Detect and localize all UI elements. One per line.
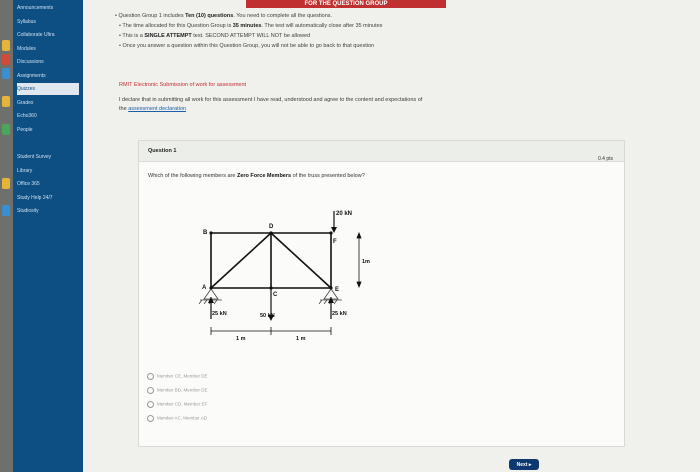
- sidebar-item[interactable]: Studiosity: [17, 208, 39, 214]
- truss-diagram: [189, 203, 429, 363]
- question-group-banner: FOR THE QUESTION GROUP: [246, 0, 446, 8]
- answer-option[interactable]: Member CD, Member EF: [147, 401, 247, 409]
- sidebar-item[interactable]: Announcements: [17, 5, 54, 11]
- app-icon[interactable]: [2, 96, 10, 107]
- question-points: 0.4 pts: [597, 156, 613, 162]
- sidebar-item[interactable]: Modules: [17, 46, 36, 52]
- instruction-line: • Once you answer a question within this Question Group, you will not be able to go back to that question: [119, 43, 375, 49]
- instruction-line: • This is a SINGLE ATTEMPT test. SECOND ATTEMPT WILL NOT be allowed: [119, 33, 311, 39]
- app-icon[interactable]: [2, 124, 10, 135]
- sidebar-item[interactable]: Library: [17, 168, 33, 174]
- assessment-declaration-link[interactable]: assessment declaration: [128, 106, 186, 112]
- sidebar-item[interactable]: Grades: [17, 100, 34, 106]
- sidebar-item[interactable]: People: [17, 127, 33, 133]
- sidebar-item[interactable]: Discussions: [17, 59, 44, 65]
- question-text: Which of the following members are Zero Force Members of the truss presented below?: [148, 173, 365, 179]
- sidebar-item[interactable]: Office 365: [17, 181, 40, 187]
- answer-option[interactable]: Member CE, Member DE: [147, 373, 247, 381]
- radio-button[interactable]: [147, 387, 154, 394]
- joint-label-a: A: [202, 285, 207, 291]
- app-icon[interactable]: [2, 68, 10, 79]
- next-button[interactable]: Next ▸: [509, 459, 539, 470]
- joint-label-b: B: [203, 230, 208, 236]
- dim-label-left: 1 m: [236, 336, 246, 342]
- load-label-left: 25 kN: [212, 311, 227, 317]
- question-card: [138, 140, 625, 447]
- radio-button[interactable]: [147, 415, 154, 422]
- height-dimension: [357, 233, 361, 287]
- diagram-labels: [202, 211, 370, 342]
- sidebar-item[interactable]: Syllabus: [17, 19, 36, 25]
- question-title: Question 1: [148, 148, 177, 154]
- radio-button[interactable]: [147, 373, 154, 380]
- question-header: [139, 141, 624, 162]
- app-icon[interactable]: [2, 178, 10, 189]
- instruction-line: • Question Group 1 includes Ten (10) questions. You need to complete all the questions.: [115, 13, 333, 19]
- sidebar-item[interactable]: Assignments: [17, 73, 46, 79]
- truss-members: [211, 233, 331, 288]
- sidebar-item-quizzes[interactable]: Quizzes: [17, 83, 79, 95]
- declaration-title: RMIT Electronic Submission of work for assessment: [119, 82, 247, 88]
- instruction-line: • The time allocated for this Question Group is 35 minutes. The test will automatically close after 35 minutes: [119, 23, 383, 29]
- width-dimensions: [211, 327, 331, 335]
- declaration-text: I declare that in submitting all work for this assessment I have read, understood and agree to the content and expectations of the assessment declaration: [119, 97, 423, 112]
- app-icon[interactable]: [2, 54, 10, 65]
- sidebar-item[interactable]: Study Help 24/7: [17, 195, 53, 201]
- load-label-mid: 50 kN: [260, 313, 275, 319]
- course-navigation-sidebar: [13, 0, 83, 472]
- quiz-instructions: [115, 11, 382, 51]
- sidebar-item[interactable]: Student Survey: [17, 154, 52, 160]
- sidebar-item[interactable]: Collaborate Ultra: [17, 32, 55, 38]
- joint-label-d: D: [269, 224, 274, 230]
- app-icon[interactable]: [2, 205, 10, 216]
- answer-option[interactable]: Member BD, Member DE: [147, 387, 247, 395]
- member-de: [271, 233, 331, 288]
- joint-label-c: C: [273, 292, 278, 298]
- load-label-right: 25 kN: [332, 311, 347, 317]
- app-icon[interactable]: [2, 40, 10, 51]
- joint-label-e: E: [335, 287, 340, 293]
- answer-option[interactable]: Member AC, Member AD: [147, 415, 247, 423]
- joint-label-f: F: [333, 239, 337, 245]
- radio-button[interactable]: [147, 401, 154, 408]
- dim-label-right: 1 m: [296, 336, 306, 342]
- app-icon-strip: [0, 0, 13, 472]
- main-content: [83, 0, 700, 472]
- member-ad: [211, 233, 271, 288]
- load-label-top: 20 kN: [336, 211, 353, 217]
- sidebar-item[interactable]: Echo360: [17, 113, 37, 119]
- dim-label-height: 1m: [362, 259, 370, 265]
